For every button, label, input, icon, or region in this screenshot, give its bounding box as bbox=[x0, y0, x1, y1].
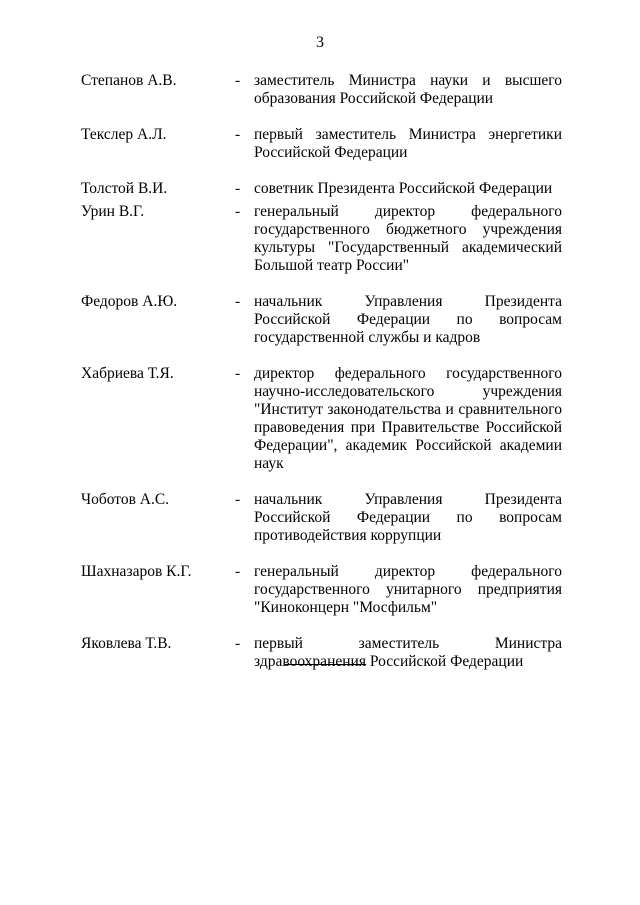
dash-separator: - bbox=[235, 180, 241, 197]
member-name: Толстой В.И. bbox=[81, 180, 168, 197]
member-name: Чоботов А.С. bbox=[81, 491, 170, 508]
member-position: генеральный директор федерального государственного унитарного предприятия "Киноконцерн "Мосфильм" bbox=[254, 563, 562, 616]
member-position: начальник Управления Президента Российской Федерации по вопросам противодействия коррупции bbox=[254, 491, 562, 544]
member-list bbox=[0, 72, 640, 689]
dash-separator: - bbox=[235, 293, 241, 310]
member-position: директор федерального государственного научно-исследовательского учреждения "Институт законодательства и сравнительного правоведения при Правительстве Российской Федерации", академик Российской академии наук bbox=[254, 365, 562, 472]
list-item bbox=[0, 180, 640, 198]
dash-separator: - bbox=[235, 365, 241, 382]
dash-separator: - bbox=[235, 126, 241, 143]
member-position: первый заместитель Министра здравоохранения Российской Федерации bbox=[254, 635, 562, 670]
list-item bbox=[0, 203, 640, 275]
list-item bbox=[0, 72, 640, 108]
member-name: Федоров А.Ю. bbox=[81, 293, 178, 310]
dash-separator: - bbox=[235, 563, 241, 580]
list-item bbox=[0, 293, 640, 347]
member-name: Текслер А.Л. bbox=[81, 126, 167, 143]
member-position: первый заместитель Министра энергетики Российской Федерации bbox=[254, 126, 562, 161]
member-name: Яковлева Т.В. bbox=[81, 635, 172, 652]
member-name: Урин В.Г. bbox=[81, 203, 145, 220]
member-position: заместитель Министра науки и высшего образования Российской Федерации bbox=[254, 72, 562, 107]
dash-separator: - bbox=[235, 203, 241, 220]
end-of-list-rule bbox=[285, 664, 366, 665]
list-item bbox=[0, 563, 640, 617]
dash-separator: - bbox=[235, 635, 241, 652]
page-number: 3 bbox=[316, 34, 324, 51]
dash-separator: - bbox=[235, 72, 241, 89]
member-position: генеральный директор федерального государственного бюджетного учреждения культуры "Государственный академический Большой театр России" bbox=[254, 203, 562, 274]
list-item bbox=[0, 491, 640, 545]
member-position: начальник Управления Президента Российской Федерации по вопросам государственной службы и кадров bbox=[254, 293, 562, 346]
list-item bbox=[0, 365, 640, 473]
member-name: Шахназаров К.Г. bbox=[81, 563, 192, 580]
dash-separator: - bbox=[235, 491, 241, 508]
list-item bbox=[0, 126, 640, 162]
member-position: советник Президента Российской Федерации bbox=[254, 180, 553, 197]
list-item bbox=[0, 635, 640, 671]
member-name: Степанов А.В. bbox=[81, 72, 177, 89]
member-name: Хабриева Т.Я. bbox=[81, 365, 174, 382]
